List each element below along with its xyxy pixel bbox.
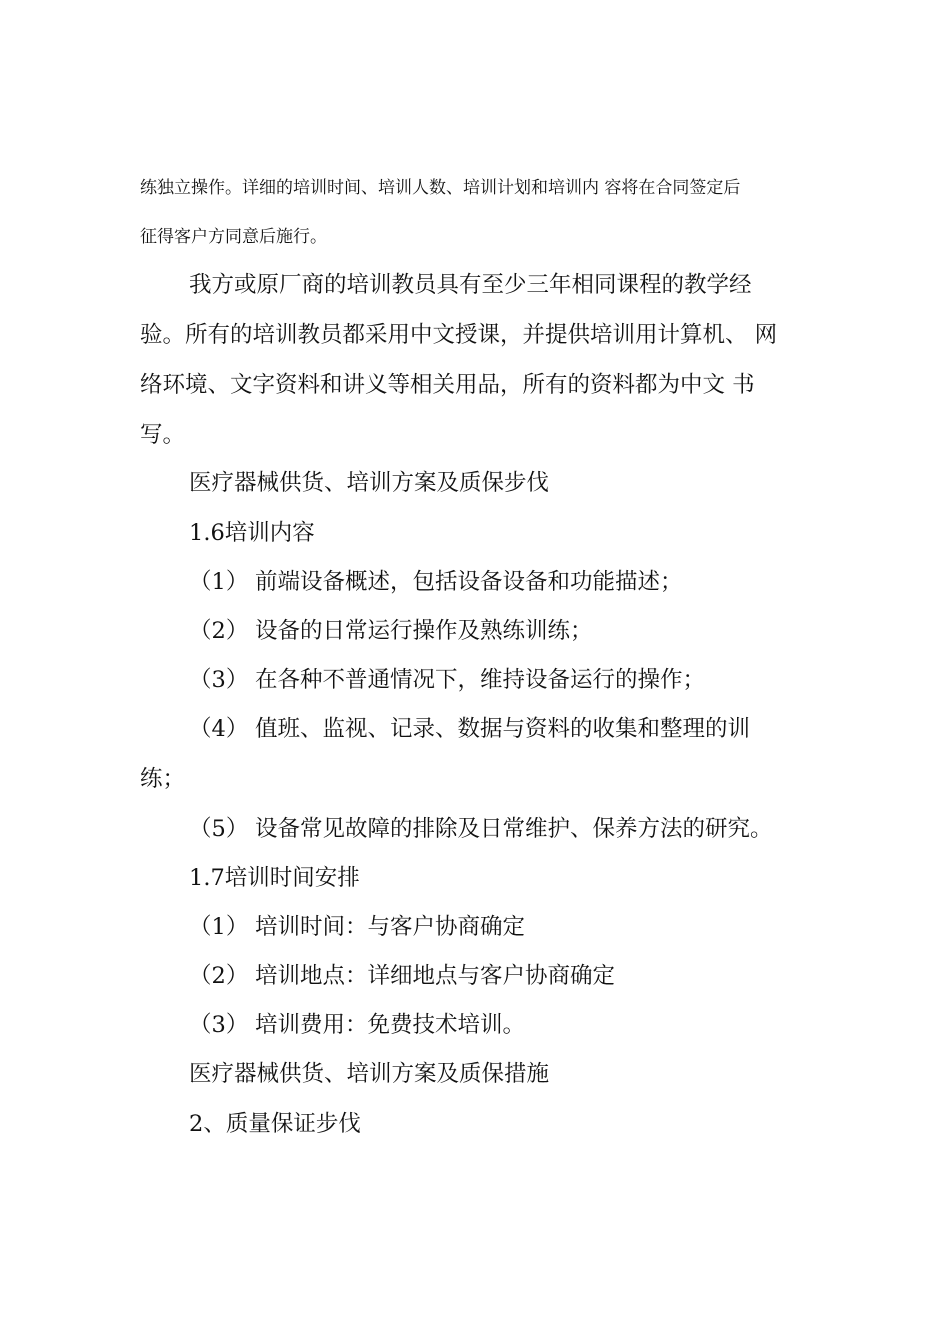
list-item-text: 设备的日常运行操作及熟练训练；	[255, 618, 593, 644]
teacher-paragraph-line-3: 络环境、文字资料和讲义等相关用品，所有的资料都为中文 书	[140, 372, 755, 398]
list-item-number: （3）	[189, 1012, 249, 1038]
list-item	[189, 1012, 525, 1039]
teacher-paragraph-line-4: 写。	[140, 422, 186, 448]
heading-1: 医疗器械供货、培训方案及质保步伐	[189, 470, 550, 496]
list-item-text: 前端设备概述，包括设备设备和功能描述；	[255, 569, 683, 595]
intro-line-1: 练独立操作。详细的培训时间、培训人数、培训计划和培训内 容将在合同签定后	[140, 178, 741, 198]
list-item	[189, 667, 705, 694]
heading-2: 医疗器械供货、培训方案及质保措施	[189, 1061, 550, 1087]
list-item-text: 培训时间：与客户协商确定	[255, 914, 526, 940]
list-item	[189, 716, 750, 743]
list-item	[189, 816, 773, 843]
section-2-title: 2、质量保证步伐	[189, 1111, 361, 1137]
list-item-text: 值班、监视、记录、数据与资料的收集和整理的训	[255, 716, 751, 742]
list-item-text: 培训费用：免费技术培训。	[255, 1012, 526, 1038]
section-1-6-title: 1.6培训内容	[189, 520, 315, 546]
teacher-paragraph-line-2: 验。所有的培训教员都采用中文授课，并提供培训用计算机、 网	[140, 322, 778, 348]
section-1-7-title: 1.7培训时间安排	[189, 865, 360, 891]
list-item-text: 培训地点：详细地点与客户协商确定	[255, 963, 616, 989]
list-item	[189, 618, 593, 645]
list-item-number: （1）	[189, 569, 249, 595]
list-item-number: （1）	[189, 914, 249, 940]
list-item-number: （5）	[189, 816, 249, 842]
list-item-number: （2）	[189, 963, 249, 989]
list-item-number: （3）	[189, 667, 249, 693]
list-item	[189, 914, 525, 941]
teacher-paragraph-line-1: 我方或原厂商的培训教员具有至少三年相同课程的教学经	[189, 272, 752, 298]
intro-line-2: 征得客户方同意后施行。	[140, 227, 327, 247]
list-item	[189, 569, 683, 596]
list-item-number: （2）	[189, 618, 249, 644]
list-item	[189, 963, 615, 990]
list-item-text: 设备常见故障的排除及日常维护、保养方法的研究。	[255, 816, 773, 842]
list-item-number: （4）	[189, 716, 249, 742]
list-item-text: 在各种不普通情况下，维持设备运行的操作；	[255, 667, 706, 693]
list-item-continuation: 练；	[140, 766, 186, 792]
